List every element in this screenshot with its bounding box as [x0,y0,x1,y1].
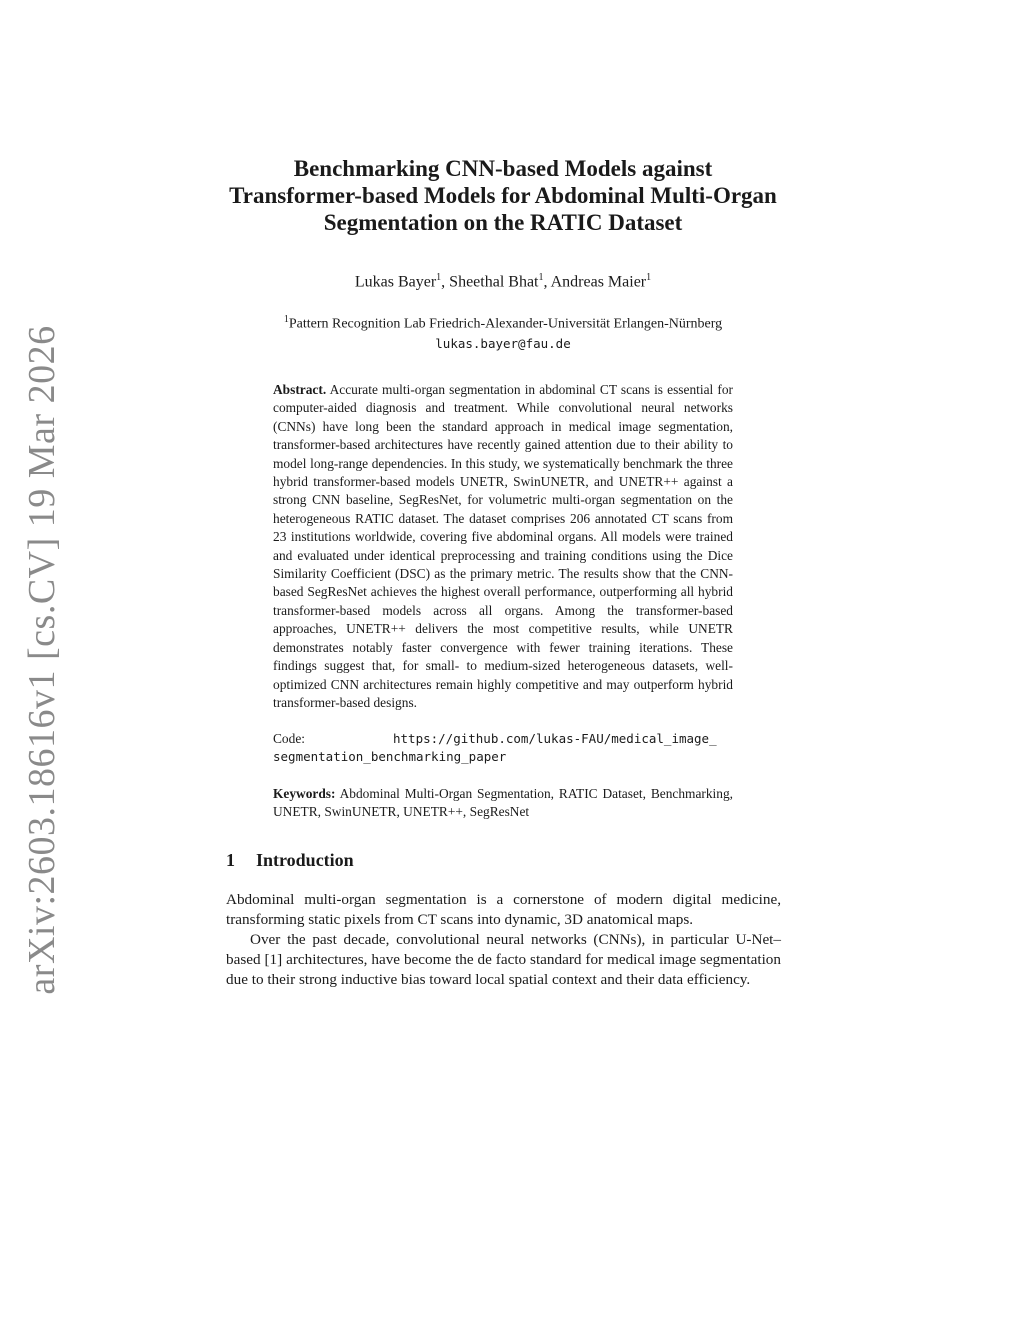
title-line: Benchmarking CNN-based Models against [293,156,713,181]
affiliation-text: Pattern Recognition Lab Friedrich-Alexander-Universität Erlangen-Nürnberg [288,316,723,332]
paragraph: Abdominal multi-organ segmentation is a cornerstone of modern digital medicine, transforming static pixels from CT scans into dynamic, 3D anatomical maps. [226,891,781,928]
code-url-line-2[interactable]: segmentation_benchmarking_paper [273,749,507,765]
paper-title [200,155,806,236]
section-title: Introduction [256,850,354,870]
section-heading-introduction [226,850,354,871]
keywords [273,785,733,822]
title-line: Transformer-based Models for Abdominal Multi-Organ [229,183,777,208]
title-line: Segmentation on the RATIC Dataset [323,210,683,235]
author-name: Sheethal Bhat [449,273,539,291]
abstract-text: Accurate multi-organ segmentation in abdominal CT scans is essential for computer-aided diagnosis and treatment. While convolutional neural networks (CNNs) have long been the standard approach in medical image segmentation, transformer-based architectures have recently gained attention due to their ability to model long-range dependencies. In this study, we systematically benchmark the three hybrid transformer-based models UNETR, SwinUNETR, and UNETR++ against a strong CNN baseline, SegResNet, for volumetric multi-organ segmentation on the heterogeneous RATIC dataset. The dataset comprises 206 annotated CT scans from 23 institutions worldwide, covering five abdominal organs. All models were trained and evaluated under identical preprocessing and training conditions using the Dice Similarity Coefficient (DSC) as the primary metric. The results show that the CNN-based SegResNet achieves the highest overall performance, outperforming all hybrid transformer-based models across all organs. Among the transformer-based approaches, UNETR++ delivers the most competitive results, while UNETR demonstrates notably faster convergence with fewer training iterations. These findings suggest that, for small- to medium-sized heterogeneous datasets, well-optimized CNN architectures remain highly competitive and may outperform hybrid transformer-based designs. [273,382,734,710]
author-name: Lukas Bayer [354,273,437,291]
section-number: 1 [226,850,235,870]
author-affiliation-mark: 1 [646,272,652,283]
affiliation-block [200,310,806,354]
author-name: Andreas Maier [550,273,647,291]
code-link-block [273,730,733,767]
author-affiliation-mark: 1 [436,272,442,283]
abstract [273,381,733,712]
affiliation-mark: 1 [283,314,289,325]
author-affiliation-mark: 1 [538,272,544,283]
introduction-body [226,890,781,990]
arxiv-identifier: arXiv:2603.18616v1 [cs.CV] 19 Mar 2026 [21,325,63,995]
keywords-text: Abdominal Multi-Organ Segmentation, RATIC Dataset, Benchmarking, UNETR, SwinUNETR, UNETR++, SegResNet [273,786,733,820]
author-email[interactable]: lukas.bayer@fau.de [435,335,571,351]
abstract-label: Abstract. [273,382,327,397]
code-label: Code: [273,731,305,746]
code-url-line-1[interactable]: https://github.com/lukas-FAU/medical_image_ [393,731,717,746]
paragraph: Over the past decade, convolutional neural networks (CNNs), in particular U-Net–based [1] architectures, have become the de facto standard for medical image segmentation due to their strong inductive bias toward local spatial context and their data efficiency. [226,931,781,988]
keywords-label: Keywords: [273,786,336,801]
author-list: Lukas Bayer$^1$, Sheethal Bhat$^1$, Andreas Maier$^1$ [354,272,652,291]
